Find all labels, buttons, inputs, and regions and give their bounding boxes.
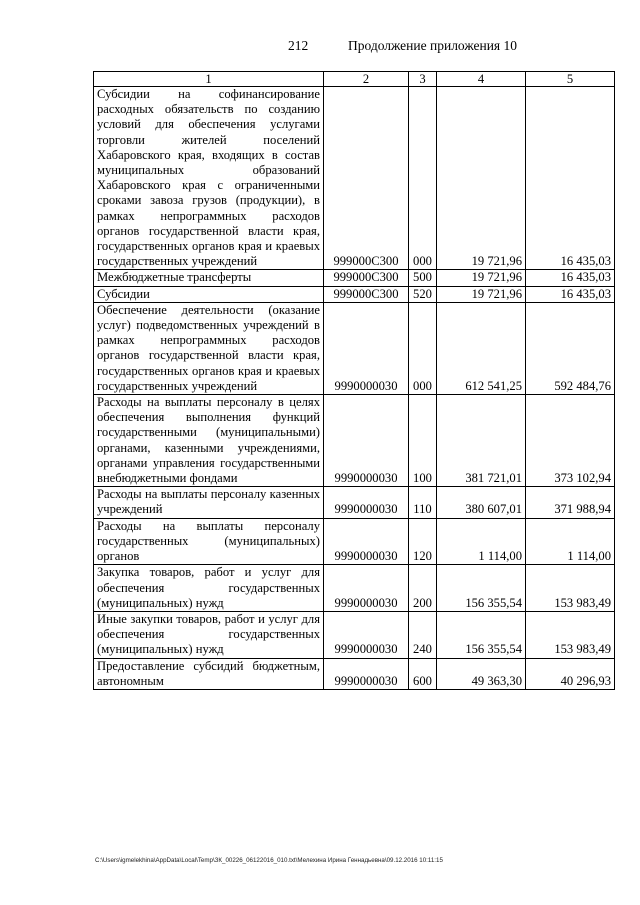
row-vr: 500 — [409, 270, 437, 286]
row-name: Предоставление субсидий бюджетным, автономным — [94, 658, 324, 689]
row-vr: 000 — [409, 302, 437, 394]
row-sum1: 19 721,96 — [437, 270, 526, 286]
column-header: 2 — [324, 72, 409, 87]
row-vr: 200 — [409, 565, 437, 612]
row-vr: 100 — [409, 395, 437, 487]
table-header-row — [94, 72, 615, 87]
row-sum2: 40 296,93 — [526, 658, 615, 689]
row-sum1: 19 721,96 — [437, 87, 526, 270]
column-header: 4 — [437, 72, 526, 87]
row-sum1: 19 721,96 — [437, 286, 526, 302]
row-name: Расходы на выплаты персоналу в целях обеспечения выполнения функций государственными (муниципальными) органами, казенными учреждениями, органами управления государственными внебюджетными фондами — [94, 395, 324, 487]
row-code: 9990000030 — [324, 302, 409, 394]
row-sum2: 153 983,49 — [526, 565, 615, 612]
table-row — [94, 565, 615, 612]
column-header: 3 — [409, 72, 437, 87]
table-row — [94, 611, 615, 658]
row-sum1: 380 607,01 — [437, 487, 526, 518]
table-row — [94, 658, 615, 689]
row-sum1: 156 355,54 — [437, 611, 526, 658]
row-vr: 120 — [409, 518, 437, 565]
row-code: 999000С300 — [324, 286, 409, 302]
page-title: Продолжение приложения 10 — [348, 38, 518, 53]
table-row — [94, 270, 615, 286]
row-code: 999000С300 — [324, 270, 409, 286]
row-sum2: 16 435,03 — [526, 270, 615, 286]
row-vr: 000 — [409, 87, 437, 270]
row-name: Иные закупки товаров, работ и услуг для обеспечения государственных (муниципальных) нужд — [94, 611, 324, 658]
row-code: 9990000030 — [324, 487, 409, 518]
row-name: Обеспечение деятельности (оказание услуг) подведомственных учреждений в рамках непрограммных расходов органов государственной власти края, государственных органов края и краевых государственных учреждений — [94, 302, 324, 394]
table-row — [94, 395, 615, 487]
table-row — [94, 518, 615, 565]
row-sum1: 49 363,30 — [437, 658, 526, 689]
row-vr: 110 — [409, 487, 437, 518]
row-sum2: 592 484,76 — [526, 302, 615, 394]
file-path-footer: C:\Users\igmelekhina\AppData\Local\Temp\ЗК_00226_06122016_010.txt\Мелехина Ирина Геннадьевна\09.12.2016 10:11:15 — [95, 857, 443, 864]
table-row — [94, 302, 615, 394]
row-sum1: 156 355,54 — [437, 565, 526, 612]
row-sum2: 373 102,94 — [526, 395, 615, 487]
row-code: 9990000030 — [324, 658, 409, 689]
budget-table — [93, 71, 615, 690]
row-sum1: 612 541,25 — [437, 302, 526, 394]
row-code: 9990000030 — [324, 518, 409, 565]
row-name: Субсидии на софинансирование расходных обязательств по созданию условий для обеспечения услугами торговли жителей поселений Хабаровского края, входящих в состав муниципальных образований Хабаровского края с ограниченными сроками завоза грузов (продукции), в рамках непрограммных расходов органов государственной власти края, государственных органов края и краевых государственных учреждений — [94, 87, 324, 270]
row-sum2: 1 114,00 — [526, 518, 615, 565]
row-name: Расходы на выплаты персоналу казенных учреждений — [94, 487, 324, 518]
row-name: Расходы на выплаты персоналу государственных (муниципальных) органов — [94, 518, 324, 565]
row-vr: 240 — [409, 611, 437, 658]
table-row — [94, 487, 615, 518]
row-sum1: 381 721,01 — [437, 395, 526, 487]
row-sum2: 153 983,49 — [526, 611, 615, 658]
row-sum2: 371 988,94 — [526, 487, 615, 518]
table-row — [94, 286, 615, 302]
column-header: 5 — [526, 72, 615, 87]
row-code: 9990000030 — [324, 565, 409, 612]
row-vr: 520 — [409, 286, 437, 302]
row-code: 9990000030 — [324, 395, 409, 487]
row-sum2: 16 435,03 — [526, 286, 615, 302]
row-name: Межбюджетные трансферты — [94, 270, 324, 286]
column-header: 1 — [94, 72, 324, 87]
row-sum1: 1 114,00 — [437, 518, 526, 565]
row-name: Субсидии — [94, 286, 324, 302]
page-number: 212 — [288, 38, 309, 53]
row-code: 999000С300 — [324, 87, 409, 270]
row-name: Закупка товаров, работ и услуг для обеспечения государственных (муниципальных) нужд — [94, 565, 324, 612]
row-code: 9990000030 — [324, 611, 409, 658]
table-row — [94, 87, 615, 270]
row-sum2: 16 435,03 — [526, 87, 615, 270]
row-vr: 600 — [409, 658, 437, 689]
